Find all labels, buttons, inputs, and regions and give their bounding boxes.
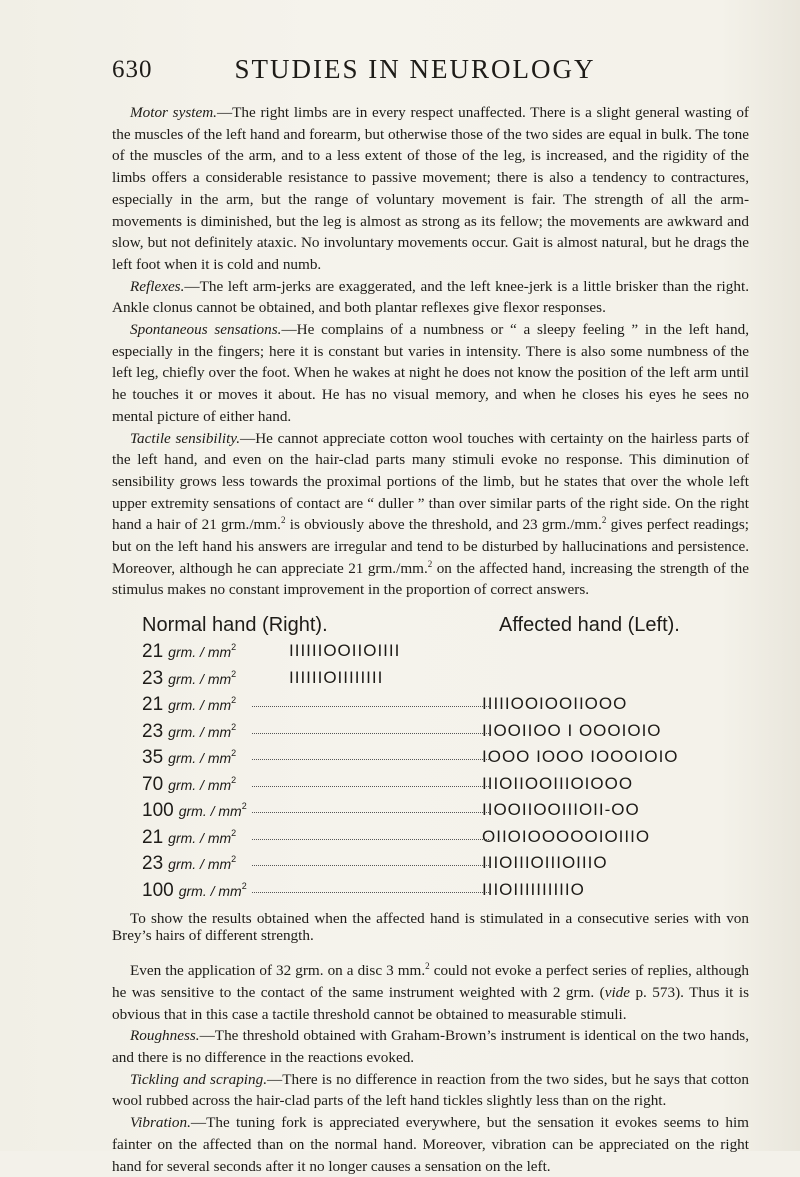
text-disc-2: could not evoke a perfect series of replies, although he was sensitive to the contact of the same instrument weighted with 2 grm. ( — [112, 962, 750, 1001]
stimulus-value: 23 — [142, 667, 164, 689]
stimulus-value: 70 — [142, 773, 164, 795]
text-reflexes: —The left arm-jerks are exaggerated, and the left knee-jerk is a little brisker than the right. Ankle clonus cannot be obtained, and both plantar reflexes give flexor responses. — [112, 277, 749, 317]
superscript: 2 — [280, 515, 286, 526]
stimulus-unit: grm. / mm — [168, 723, 232, 740]
stimulus-label — [142, 721, 236, 743]
dot-leader — [252, 865, 489, 866]
superscript: 2 — [231, 642, 237, 653]
heading-tactile-sensibility: Tactile sensibility. — [130, 429, 241, 447]
text-tactile-1: —He cannot appreciate cotton wool touches with certainty on the hairless parts of the left hand, and even on the hair-clad parts many stimuli evoke no response. This diminution of sensibility grows less towards the proximal portions of the limb, but he states that over the whole left upper extremity sensations of contact are “ duller ” than over similar parts of the right side. On the right hand a hair of 21 grm./mm. — [112, 429, 749, 534]
stimulus-unit: grm. / mm — [178, 803, 242, 820]
text-vibration: —The tuning fork is appreciated everywhere, but the sensation it evokes seems to him fainter on the affected than on the normal hand. Moreover, vibration can be appreciated on the right hand for several seconds after it no longer causes a sensation on the left. — [112, 1114, 749, 1175]
dot-leader — [252, 733, 489, 734]
table-row — [142, 747, 749, 769]
table-row — [142, 721, 749, 743]
superscript: 2 — [231, 668, 237, 679]
affected-hand-sequence: IIIIIOOIOOIIOOO — [482, 694, 628, 714]
table-row — [142, 641, 749, 663]
stimulus-value: 21 — [142, 826, 164, 848]
stimulus-value: 35 — [142, 747, 164, 769]
superscript: 2 — [231, 695, 237, 706]
stimulus-unit: grm. / mm — [178, 882, 242, 899]
text-vide: vide — [604, 983, 630, 1001]
stimulus-label — [142, 827, 236, 849]
superscript: 2 — [231, 774, 237, 785]
affected-hand-sequence: IIIOIIIIIIIIIIO — [482, 879, 585, 899]
affected-hand-sequence: IIOOIIOOIIIOII-OO — [482, 800, 640, 820]
paragraph-motor-system — [112, 102, 749, 276]
dot-leader — [252, 786, 489, 787]
stimulus-unit: grm. / mm — [168, 644, 232, 661]
table-row — [142, 880, 749, 902]
affected-hand-sequence: IIIOIIOOIIIOIOOO — [482, 773, 634, 793]
normal-hand-sequence: IIIIIIOIIIIIIII — [289, 667, 384, 687]
superscript: 2 — [601, 515, 607, 526]
stimulus-unit: grm. / mm — [168, 697, 232, 714]
dot-leader — [252, 839, 489, 840]
text-tickling: —There is no difference in reaction from the two sides, but he says that cotton wool rubbed across the hair-clad parts of the left hand tickles slightly less than on the right. — [112, 1070, 749, 1110]
affected-hand-sequence: IIIOIIIOIIIOIIIO — [482, 853, 608, 873]
superscript: 2 — [425, 961, 430, 972]
stimulus-label — [142, 800, 247, 822]
heading-spontaneous-sensations: Spontaneous sensations. — [130, 321, 282, 339]
stimulus-label — [142, 774, 236, 796]
text-disc-3: p. 573). Thus it is obvious that in this case a tactile threshold cannot be obtained to measurable stimuli. — [112, 983, 749, 1023]
stimulus-label — [142, 668, 236, 690]
stimulus-label — [142, 880, 247, 902]
paragraph-spontaneous-sensations — [112, 319, 749, 428]
heading-reflexes: Reflexes. — [130, 277, 185, 295]
results-table — [112, 614, 749, 910]
column-head-normal: Normal hand (Right). — [142, 614, 328, 637]
column-head-affected: Affected hand (Left). — [499, 614, 680, 637]
table-row — [142, 827, 749, 849]
stimulus-unit: grm. / mm — [168, 670, 232, 687]
superscript: 2 — [231, 748, 237, 759]
paragraph-disc-test — [112, 960, 749, 1025]
superscript: 2 — [231, 827, 237, 838]
heading-motor-system: Motor system. — [130, 104, 217, 121]
superscript: 2 — [231, 854, 237, 865]
page-content — [112, 102, 749, 1177]
text-tactile-4: on the affected hand, increasing the strength of the stimulus makes no constant improvement in the proportion of correct answers. — [112, 559, 749, 599]
text-tactile-3: gives perfect readings; but on the left hand his answers are irregular and tend to be disturbed by hallucinations and persistence. Moreover, although he can appreciate 21 grm./mm. — [112, 516, 749, 577]
dot-leader — [252, 812, 489, 813]
superscript: 2 — [241, 880, 247, 891]
dot-leader — [252, 892, 489, 893]
stimulus-value: 23 — [142, 720, 164, 742]
paragraph-roughness — [112, 1025, 749, 1068]
stimulus-value: 100 — [142, 800, 174, 822]
stimulus-unit: grm. / mm — [168, 776, 232, 793]
stimulus-value: 100 — [142, 879, 174, 901]
stimulus-value: 21 — [142, 694, 164, 716]
heading-roughness: Roughness. — [130, 1027, 200, 1045]
stimulus-label — [142, 694, 236, 716]
page-number: 630 — [112, 56, 153, 83]
text-roughness: —The threshold obtained with Graham-Brown’s instrument is identical on the two hands, and there is no difference in the reactions evoked. — [112, 1027, 749, 1066]
heading-tickling: Tickling and scraping. — [130, 1070, 268, 1088]
page-header — [0, 50, 800, 90]
paragraph-tickling — [112, 1069, 749, 1112]
stimulus-label — [142, 747, 236, 769]
superscript: 2 — [241, 801, 247, 812]
stimulus-unit: grm. / mm — [168, 750, 232, 767]
stimulus-label — [142, 853, 236, 875]
running-head: STUDIES IN NEUROLOGY — [234, 54, 596, 84]
stimulus-label — [142, 641, 236, 663]
affected-hand-sequence: OIIOIOOOOOIOIIIO — [482, 826, 651, 846]
table-row — [142, 800, 749, 822]
paragraph-vibration — [112, 1112, 749, 1177]
text-disc-1: Even the application of 32 grm. on a disc 3 mm. — [130, 962, 426, 980]
table-row — [142, 694, 749, 716]
stimulus-unit: grm. / mm — [168, 829, 232, 846]
superscript: 2 — [231, 721, 237, 732]
paragraph-tactile-sensibility — [112, 428, 749, 602]
stimulus-value: 23 — [142, 853, 164, 875]
affected-hand-sequence: IOOO IOOO IOOOIOIO — [482, 747, 679, 767]
heading-vibration: Vibration. — [130, 1114, 191, 1132]
superscript: 2 — [427, 558, 433, 569]
paragraph-reflexes — [112, 276, 749, 319]
table-row — [142, 668, 749, 690]
text-spontaneous-sensations: —He complains of a numbness or “ a sleepy feeling ” in the left hand, especially in the fingers; here it is constant but varies in intensity. There is also some numbness of the left leg, chiefly over the foot. When he wakes at night he does not know the position of the left arm until he touches it or moves it about. He has no visual memory, and when he closes his eyes he sees no mental picture of either hand. — [112, 321, 749, 425]
dot-leader — [252, 759, 489, 760]
table-row — [142, 853, 749, 875]
text-motor-system: —The right limbs are in every respect unaffected. There is a slight general wasting of the muscles of the left hand and forearm, but otherwise those of the two sides are equal in bulk. The tone of the muscles of the arm, and to a less extent of those of the leg, is increased, and the rigidity of the limbs offers a considerable resistance to passive movement; there is also a tendency to contractures, especially in the arm, but the range of voluntary movement is fair. The strength of all the arm-movements is diminished, but the leg is almost as strong as its fellow; the movements are awkward and slow, but not definitely ataxic. No involuntary movements occur. Gait is almost natural, but he drags the left foot when it is cold and numb. — [112, 104, 749, 273]
stimulus-value: 21 — [142, 641, 164, 663]
affected-hand-sequence: IIOOIIOO I OOOIOIO — [482, 720, 662, 740]
stimulus-unit: grm. / mm — [168, 856, 232, 873]
dot-leader — [252, 706, 489, 707]
table-row — [142, 774, 749, 796]
table-caption: To show the results obtained when the affected hand is stimulated in a consecutive series with von Brey’s hairs of different strength. — [112, 910, 749, 945]
normal-hand-sequence: IIIIIIOOIIOIIII — [289, 641, 401, 661]
text-tactile-2: is obviously above the threshold, and 23 grm./mm. — [285, 516, 602, 534]
